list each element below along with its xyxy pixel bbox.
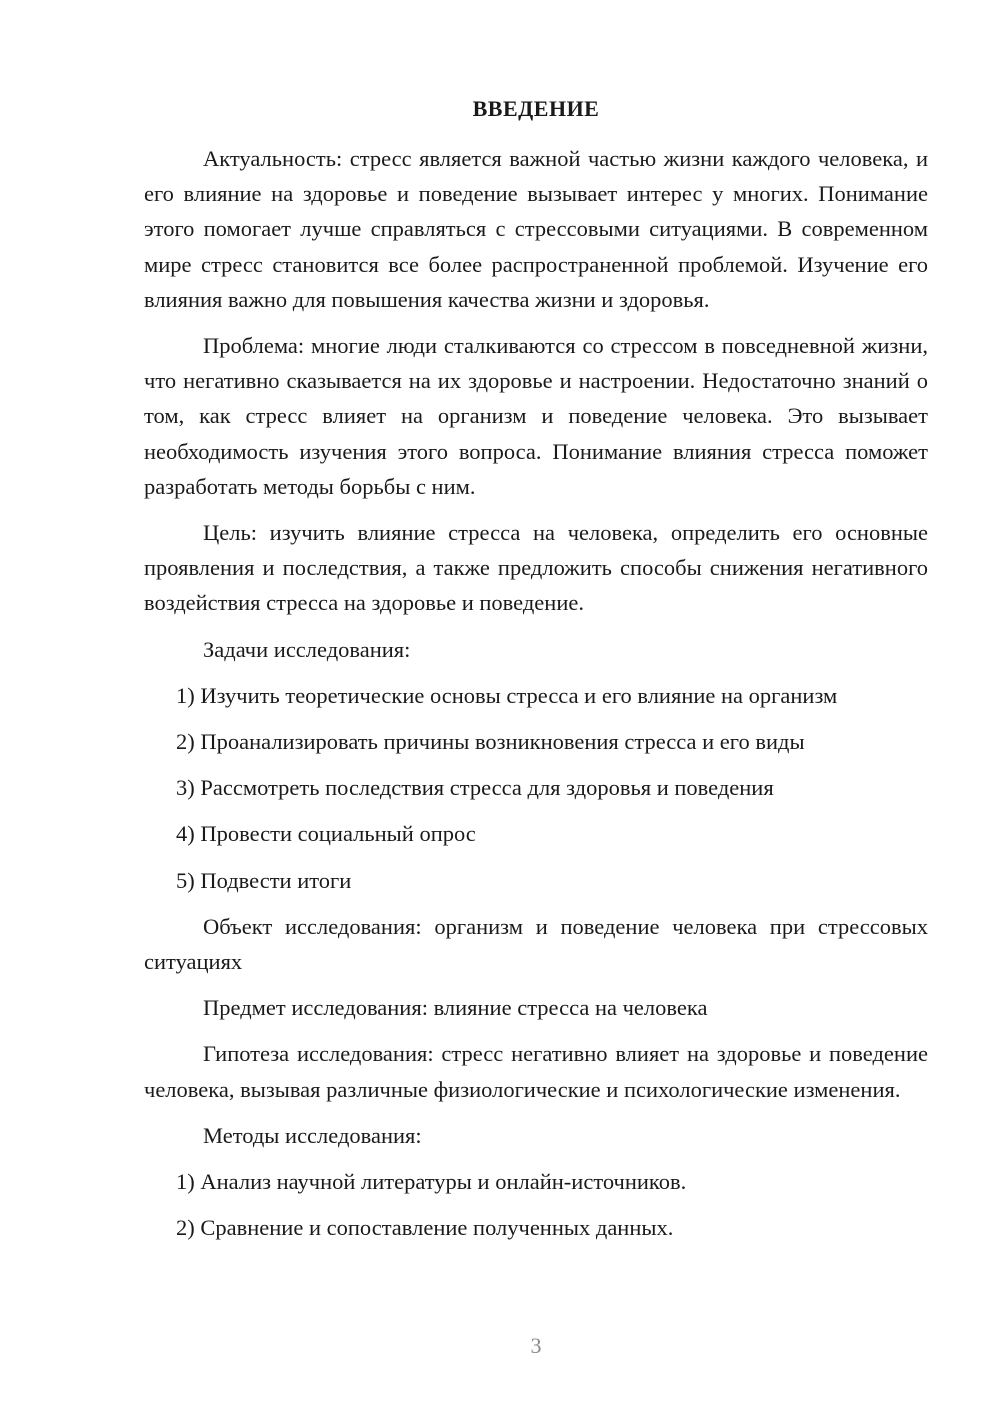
page-title: ВВЕДЕНИЕ bbox=[472, 96, 600, 121]
task-item: 1) Изучить теоретические основы стресса и его влияние на организм bbox=[176, 682, 838, 708]
paragraph-goal: Цель: изучить влияние стресса на человека, определить его основные проявления и последствия, а также предложить способы снижения негативного воздействия стресса на здоровье и поведение. bbox=[144, 520, 928, 616]
paragraph-relevance: Актуальность: стресс является важной частью жизни каждого человека, и его влияние на здоровье и поведение вызывает интерес у многих. Понимание этого помогает лучше справляться с стрессовыми ситуациями. В современном мире стресс становится все более распространенной проблемой. Изучение его влияния важно для повышения качества жизни и здоровья. bbox=[144, 146, 928, 312]
document-body bbox=[144, 141, 928, 1256]
method-item: 1) Анализ научной литературы и онлайн-источников. bbox=[176, 1169, 687, 1195]
tasks-label: Задачи исследования: bbox=[203, 636, 411, 662]
task-item: 4) Провести социальный опрос bbox=[176, 821, 476, 847]
methods-label: Методы исследования: bbox=[203, 1122, 422, 1148]
task-item: 2) Проанализировать причины возникновения стресса и его виды bbox=[176, 729, 805, 755]
method-item: 2) Сравнение и сопоставление полученных данных. bbox=[176, 1215, 674, 1241]
paragraph-hypothesis: Гипотеза исследования: стресс негативно влияет на здоровье и поведение человека, вызывая различные физиологические и психологические изменения. bbox=[144, 1041, 928, 1102]
paragraph-object: Объект исследования: организм и поведение человека при стрессовых ситуациях bbox=[144, 913, 928, 975]
paragraph-subject: Предмет исследования: влияние стресса на человека bbox=[203, 995, 708, 1021]
task-item: 5) Подвести итоги bbox=[176, 867, 352, 893]
task-item: 3) Рассмотреть последствия стресса для здоровья и поведения bbox=[176, 775, 774, 801]
page-number: 3 bbox=[530, 1333, 542, 1358]
paragraph-problem: Проблема: многие люди сталкиваются со стрессом в повседневной жизни, что негативно сказывается на их здоровье и настроении. Недостаточно знаний о том, как стресс влияет на организм и поведение человека. Это вызывает необходимость изучения этого вопроса. Понимание влияния стресса поможет разработать методы борьбы с ним. bbox=[144, 333, 928, 499]
